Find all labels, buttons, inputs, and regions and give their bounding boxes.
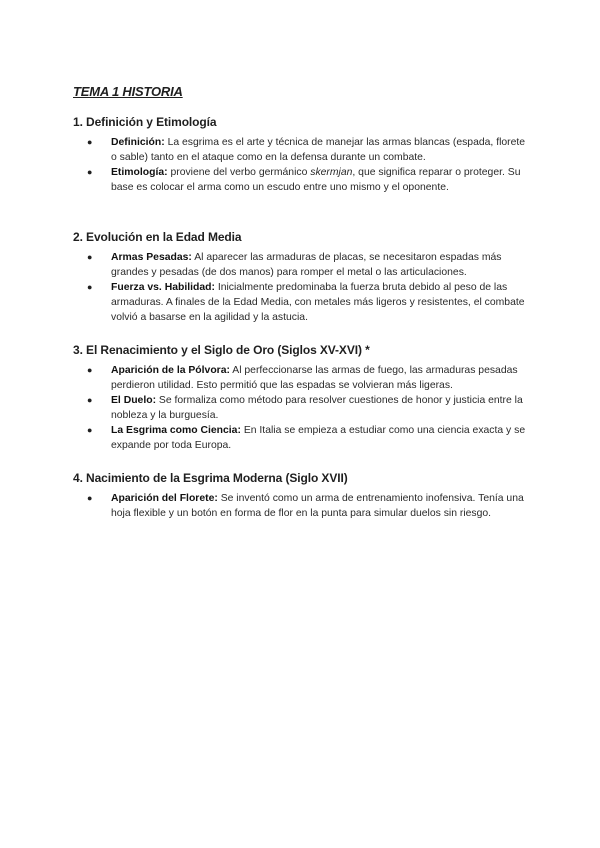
bullet-list (73, 250, 533, 325)
section-definicion (73, 115, 533, 195)
list-item (73, 423, 533, 453)
item-text: Al aparecer las armaduras de placas, se necesitaron espadas más grandes y pesadas (de dos manos) para romper el metal o las articulaciones. (111, 252, 502, 278)
section-heading: 4. Nacimiento de la Esgrima Moderna (Siglo XVII) (73, 471, 348, 485)
item-text: La esgrima es el arte y técnica de manejar las armas blancas (espada, florete o sable) tanto en el ataque como en la defensa durante un combate. (111, 137, 526, 163)
item-text: proviene del verbo germánico (167, 167, 311, 178)
item-emphasis: skermjan (310, 167, 353, 178)
section-heading: 2. Evolución en la Edad Media (73, 230, 242, 244)
item-term: Definición: (111, 137, 165, 148)
bullet-icon: ● (87, 282, 93, 292)
bullet-icon: ● (87, 395, 93, 405)
item-text: Inicialmente predominaba la fuerza bruta debido al peso de las armaduras. A finales de la Edad Media, con metales más ligeros y resistentes, el combate volvió a basarse en la agilidad y la astucia. (111, 282, 525, 323)
bullet-icon: ● (87, 252, 93, 262)
bullet-icon: ● (87, 365, 93, 375)
item-term: Aparición del Florete: (111, 493, 218, 504)
item-text: Se formaliza como método para resolver cuestiones de honor y justicia entre la nobleza y la burguesía. (111, 395, 523, 421)
bullet-icon: ● (87, 425, 93, 435)
bullet-icon: ● (87, 167, 93, 177)
bullet-icon: ● (87, 493, 93, 503)
list-item (73, 491, 533, 521)
list-item (73, 280, 533, 325)
section-heading: 3. El Renacimiento y el Siglo de Oro (Siglos XV-XVI) * (73, 343, 370, 357)
page-title: TEMA 1 HISTORIA (73, 84, 183, 99)
bullet-list (73, 363, 533, 453)
list-item (73, 250, 533, 280)
item-text: Al perfeccionarse las armas de fuego, las armaduras pesadas perdieron utilidad. Esto permitió que las espadas se volvieran más ligeras. (111, 365, 518, 391)
list-item (73, 165, 533, 195)
list-item (73, 135, 533, 165)
item-term: Fuerza vs. Habilidad: (111, 282, 215, 293)
section-renacimiento (73, 343, 533, 453)
section-esgrima-moderna (73, 471, 533, 521)
list-item (73, 363, 533, 393)
bullet-list (73, 491, 533, 521)
item-text: Se inventó como un arma de entrenamiento inofensiva. Tenía una hoja flexible y un botón en forma de flor en la punta para simular duelos sin riesgo. (111, 493, 524, 519)
item-term: La Esgrima como Ciencia: (111, 425, 241, 436)
section-heading: 1. Definición y Etimología (73, 115, 217, 129)
item-text: , que significa reparar o proteger. Su base es colocar el arma como un escudo entre uno mismo y el oponente. (111, 167, 521, 193)
section-edad-media (73, 230, 533, 325)
bullet-icon: ● (87, 137, 93, 147)
item-text: En Italia se empieza a estudiar como una ciencia exacta y se expande por toda Europa. (111, 425, 526, 451)
item-term: Armas Pesadas: (111, 252, 192, 263)
list-item (73, 393, 533, 423)
item-term: Etimología: (111, 167, 168, 178)
item-term: El Duelo: (111, 395, 157, 406)
bullet-list (73, 135, 533, 195)
item-term: Aparición de la Pólvora: (111, 365, 230, 376)
